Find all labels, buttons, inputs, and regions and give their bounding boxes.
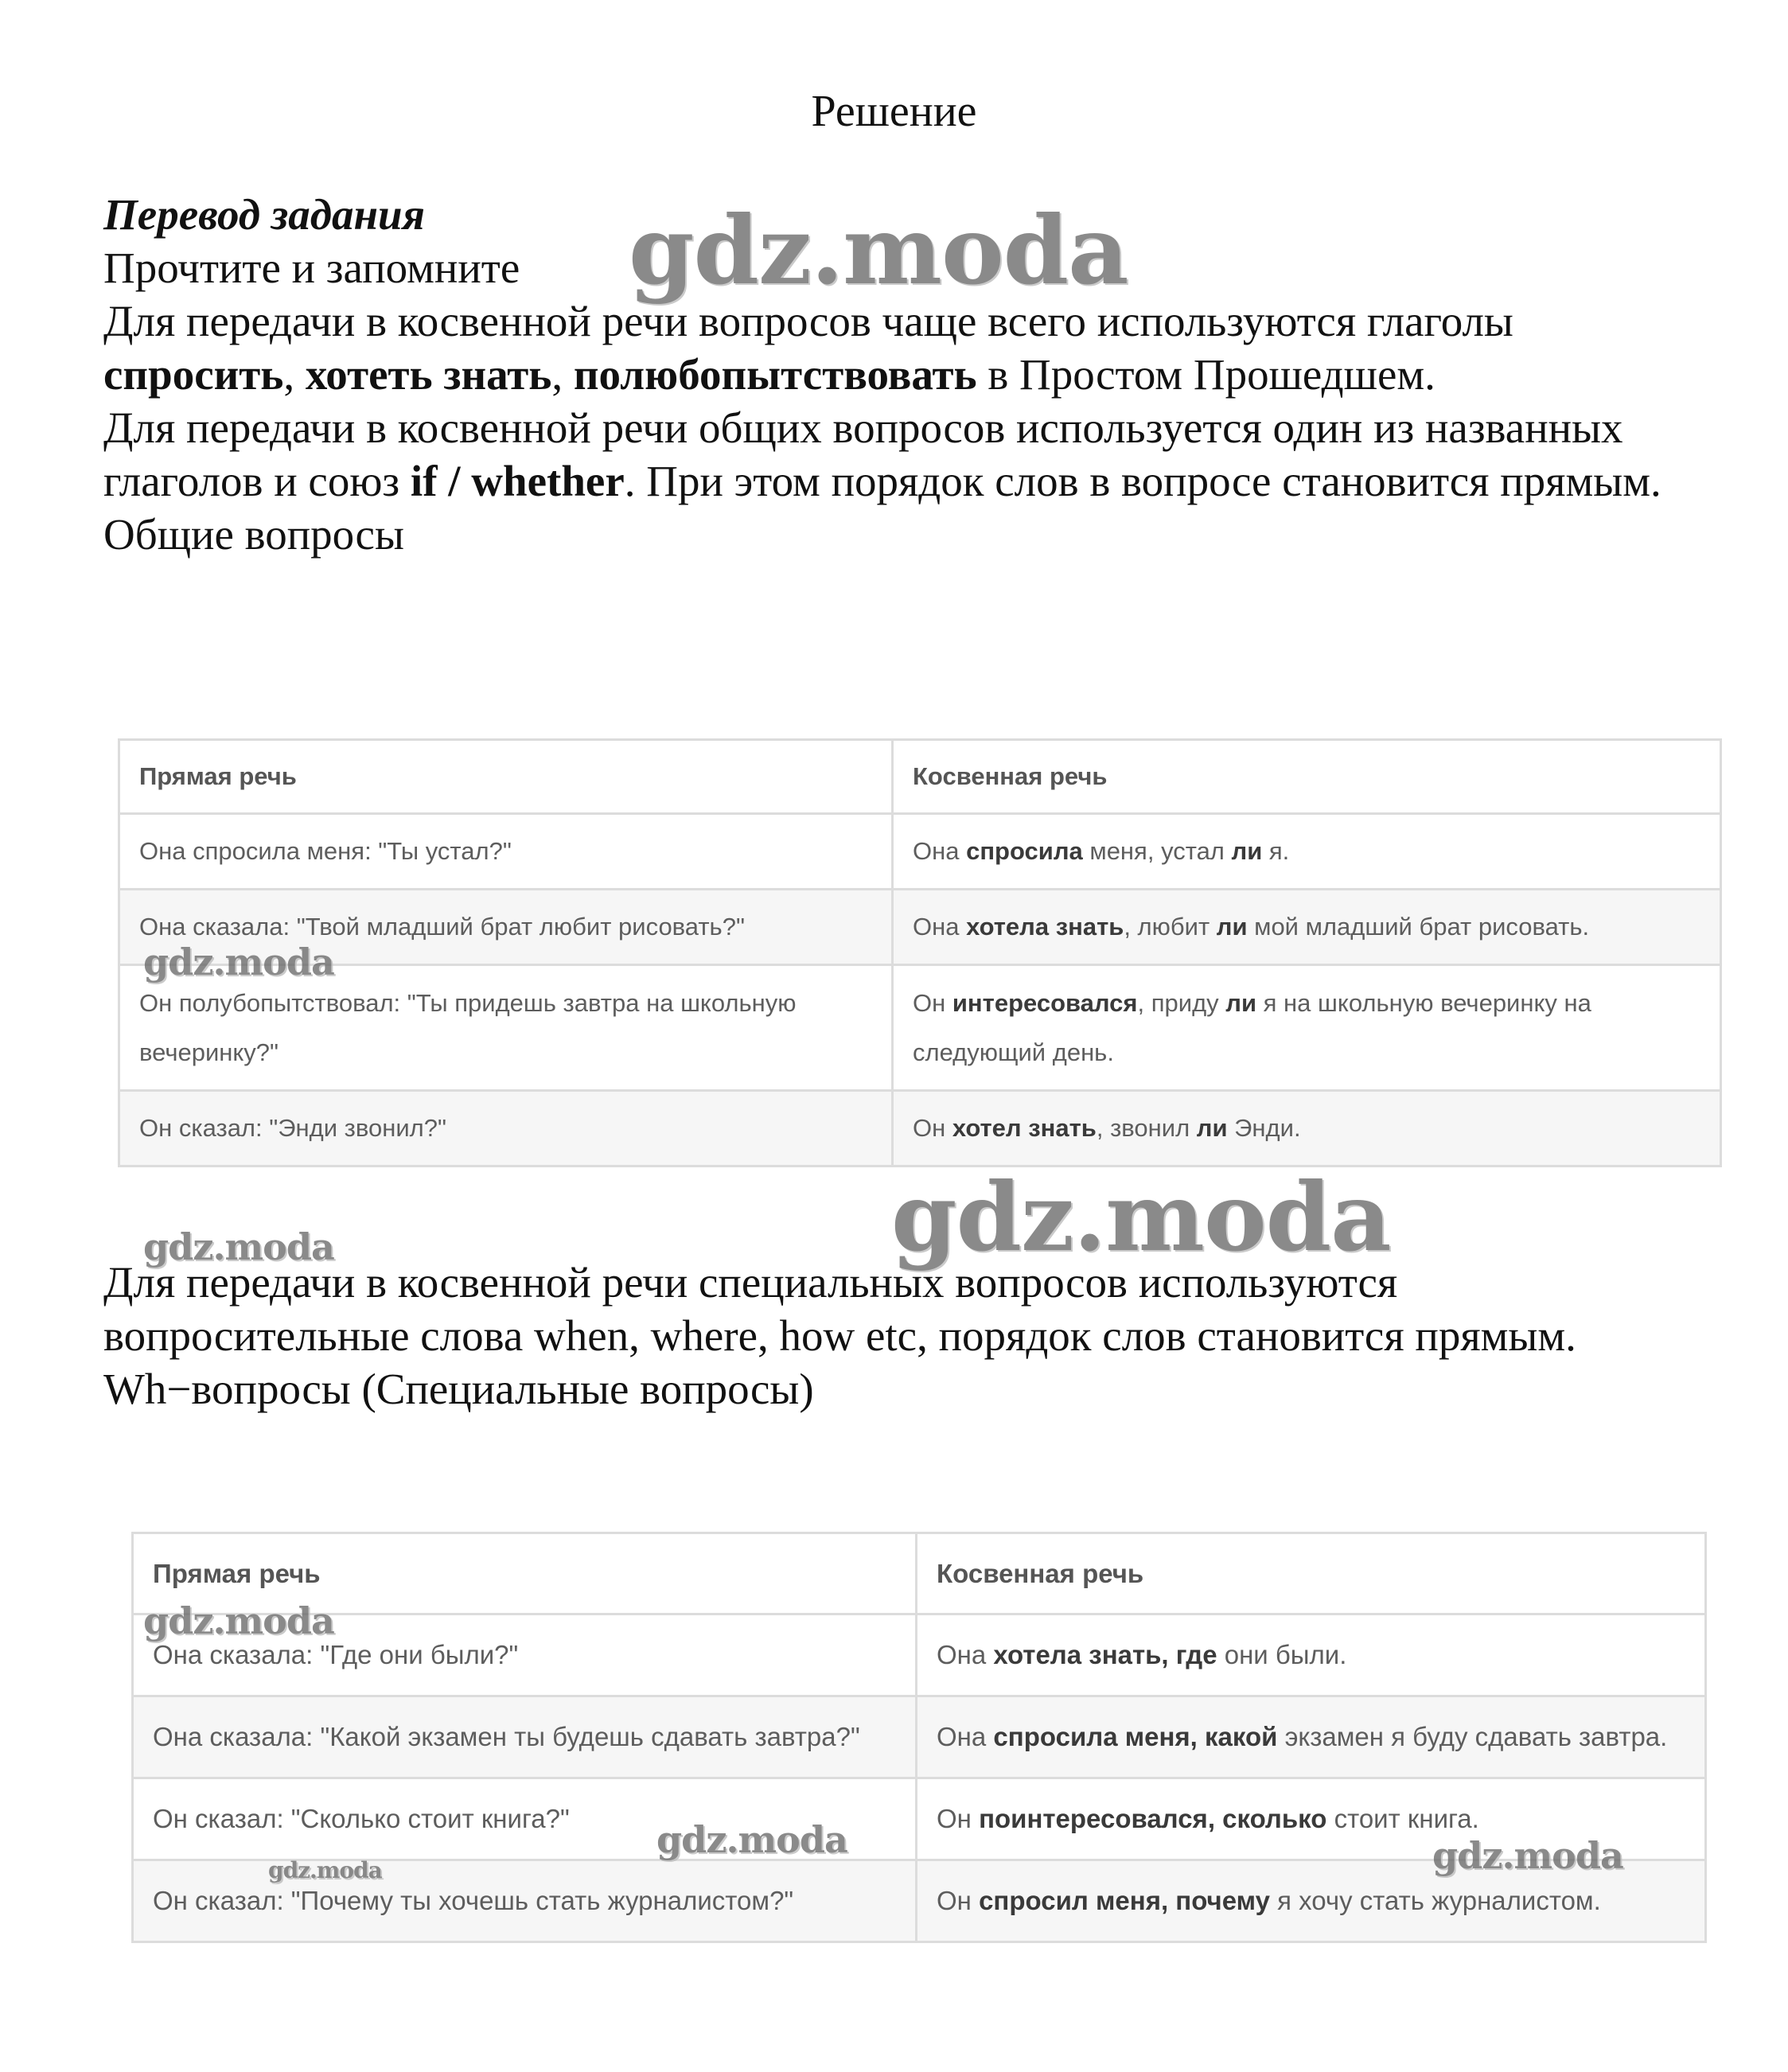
bold-term: хотеть знать (305, 350, 552, 399)
table-row (133, 1696, 1706, 1778)
header-indirect-speech: Косвенная речь (917, 1533, 1706, 1614)
bold-term: полюбопытствовать (573, 350, 977, 399)
table-row (119, 1091, 1721, 1166)
general-questions-table (118, 738, 1722, 1167)
table-header-row (133, 1533, 1706, 1614)
indirect-speech-cell: Она спросила меня, устал ли я. (893, 814, 1721, 890)
text-run: , (551, 350, 574, 399)
direct-speech-cell: Она спросила меня: "Ты устал?" (119, 814, 893, 890)
header-direct-speech: Прямая речь (119, 740, 893, 814)
table-header-row (119, 740, 1721, 814)
direct-speech-cell: Она сказала: "Где они были?" (133, 1614, 917, 1696)
subheading-wh-questions: Wh−вопросы (Специальные вопросы) (103, 1365, 814, 1413)
direct-speech-cell: Он сказал: "Энди звонил?" (119, 1091, 893, 1166)
header-direct-speech: Прямая речь (133, 1533, 917, 1614)
watermark-logo: gdz.moda (143, 941, 334, 983)
page-title: Решение (811, 87, 977, 136)
text-run: Для передачи в косвенной речи общих вопросов используется один из названных глаголов и союз (103, 403, 1623, 505)
watermark-logo: gdz.moda (891, 1162, 1391, 1272)
indirect-speech-cell: Он спросил меня, почему я хочу стать журналистом. (917, 1860, 1706, 1942)
watermark-logo: gdz.moda (268, 1857, 382, 1883)
watermark-logo: gdz.moda (629, 195, 1128, 306)
watermark-logo: gdz.moda (143, 1599, 334, 1642)
header-indirect-speech: Косвенная речь (893, 740, 1721, 814)
indirect-speech-cell: Он интересовался, приду ли я на школьную вечеринку на следующий день. (893, 965, 1721, 1091)
paragraph-verbs (103, 294, 1695, 401)
indirect-speech-cell: Он поинтересовался, сколько стоит книга. (917, 1778, 1706, 1860)
table-row (119, 814, 1721, 890)
text-run: . При этом порядок слов в вопросе становится прямым. (624, 457, 1661, 505)
text-run: , (283, 350, 306, 399)
direct-speech-cell: Она сказала: "Какой экзамен ты будешь сдавать завтра?" (133, 1696, 917, 1778)
watermark-logo: gdz.moda (1432, 1834, 1623, 1877)
middle-text (103, 1256, 1695, 1416)
direct-speech-cell: Он полубопытствовал: "Ты придешь завтра на школьную вечеринку?" (119, 965, 893, 1091)
bold-term: спросить (103, 350, 284, 399)
watermark-logo: gdz.moda (656, 1818, 847, 1861)
indirect-speech-cell: Она спросила меня, какой экзамен я буду сдавать завтра. (917, 1696, 1706, 1778)
table-row (133, 1614, 1706, 1696)
indirect-speech-cell: Она хотела знать, любит ли мой младший брат рисовать. (893, 890, 1721, 965)
text-run: в Простом Прошедшем. (976, 350, 1435, 399)
direct-speech-cell: Она сказала: "Твой младший брат любит рисовать?" (119, 890, 893, 965)
paragraph-general-questions (103, 401, 1695, 508)
direct-speech-cell: Он сказал: "Почему ты хочешь стать журналистом?" (133, 1860, 917, 1942)
paragraph-special-questions: Для передачи в косвенной речи специальных вопросов используются вопросительные слова when, where, how etc, порядок слов становится прямым. (103, 1258, 1576, 1360)
subheading-general-questions: Общие вопросы (103, 510, 404, 559)
section-heading: Перевод задания (103, 190, 425, 239)
instruction-text: Прочтите и запомните (103, 243, 520, 292)
bold-term: if / whether (410, 457, 625, 505)
direct-speech-cell: Он сказал: "Сколько стоит книга?" (133, 1778, 917, 1860)
indirect-speech-cell: Она хотела знать, где они были. (917, 1614, 1706, 1696)
table-row (119, 890, 1721, 965)
text-run: Для передачи в косвенной речи вопросов чаще всего используются глаголы (103, 297, 1513, 345)
indirect-speech-cell: Он хотел знать, звонил ли Энди. (893, 1091, 1721, 1166)
table-row (119, 965, 1721, 1091)
watermark-logo: gdz.moda (143, 1225, 334, 1268)
